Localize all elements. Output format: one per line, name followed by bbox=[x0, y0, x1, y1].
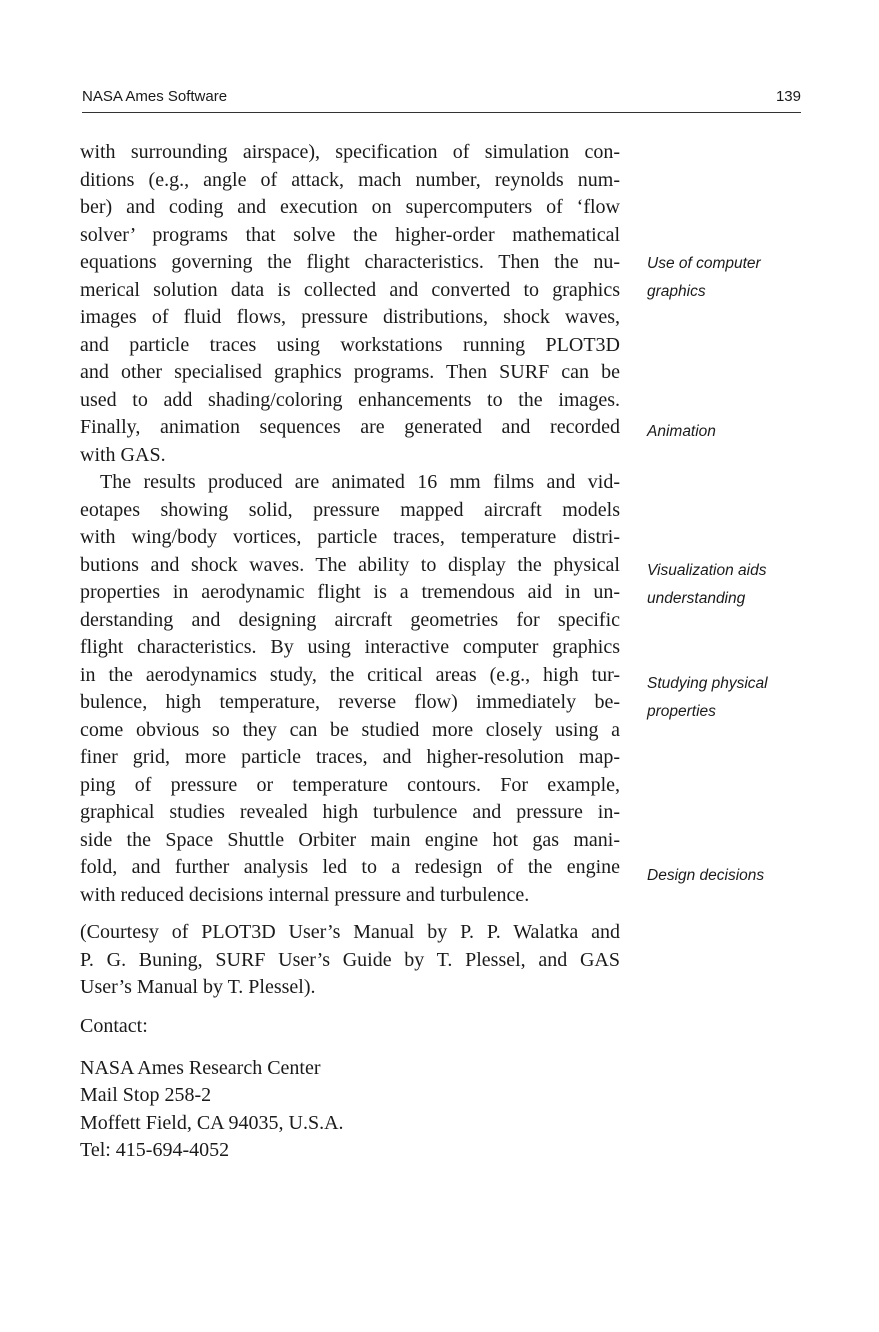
text-line: used to add shading/coloring enhancements to the images. bbox=[80, 388, 620, 411]
text-line: with GAS. bbox=[80, 443, 166, 466]
margin-note-physical-properties: Studying physical properties bbox=[647, 675, 768, 720]
text-line: with surrounding airspace), specification of simulation con- bbox=[80, 141, 620, 163]
text-line: in the aerodynamics study, the critical areas (e.g., high tur- bbox=[80, 663, 620, 686]
contact-phone: Tel: 415-694-4052 bbox=[80, 1139, 230, 1161]
text-line: finer grid, more particle traces, and higher-resolution map- bbox=[80, 746, 620, 768]
text-line: come obvious so they can be studied more closely using a bbox=[80, 718, 620, 741]
contact-address-line: NASA Ames Research Center bbox=[80, 1056, 321, 1079]
margin-note-design-decisions: Design decisions bbox=[647, 867, 765, 884]
text-line: side the Space Shuttle Orbiter main engine hot gas mani- bbox=[80, 828, 620, 851]
text-line: ditions (e.g., angle of attack, mach number, reynolds num- bbox=[80, 168, 620, 191]
text-line: equations governing the flight characteristics. Then the nu- bbox=[80, 251, 620, 273]
courtesy-line: (Courtesy of PLOT3D User’s Manual by P. P. Walatka and bbox=[80, 921, 620, 943]
text-line: ping of pressure or temperature contours. For example, bbox=[80, 773, 620, 796]
text-line: butions and shock waves. The ability to display the physical bbox=[80, 553, 620, 576]
text-line: bulence, high temperature, reverse flow) immediately be- bbox=[80, 691, 620, 713]
text-line: Finally, animation sequences are generated and recorded bbox=[80, 416, 620, 438]
main-text bbox=[80, 139, 620, 1002]
contact-address-line: Mail Stop 258-2 bbox=[80, 1084, 212, 1106]
contact-address-line: Moffett Field, CA 94035, U.S.A. bbox=[80, 1111, 344, 1134]
margin-note-visualization: Visualization aids understanding bbox=[647, 562, 767, 607]
text-line: fold, and further analysis led to a redesign of the engine bbox=[80, 856, 620, 878]
page-number: 139 bbox=[775, 88, 801, 105]
text-line: properties in aerodynamic flight is a tremendous aid in un- bbox=[80, 581, 620, 603]
text-line: merical solution data is collected and converted to graphics bbox=[80, 278, 620, 301]
margin-note-computer-graphics: Use of computer graphics bbox=[647, 255, 761, 300]
margin-note-animation: Animation bbox=[647, 423, 716, 440]
text-line: graphical studies revealed high turbulence and pressure in- bbox=[80, 801, 620, 823]
contact-block bbox=[80, 1013, 344, 1165]
courtesy-line: P. G. Buning, SURF User’s Guide by T. Plessel, and GAS bbox=[80, 948, 620, 971]
text-line: and particle traces using workstations running PLOT3D bbox=[80, 333, 620, 356]
text-line: ber) and coding and execution on supercomputers of ‘flow bbox=[80, 196, 620, 218]
text-line: flight characteristics. By using interactive computer graphics bbox=[80, 636, 620, 658]
text-line: with wing/body vortices, particle traces, temperature distri- bbox=[80, 526, 620, 548]
text-line: images of fluid flows, pressure distributions, shock waves, bbox=[80, 306, 620, 328]
text-line: and other specialised graphics programs. Then SURF can be bbox=[80, 361, 620, 383]
running-head bbox=[82, 86, 801, 113]
contact-label: Contact: bbox=[80, 1015, 148, 1037]
courtesy-line: User’s Manual by T. Plessel). bbox=[80, 976, 316, 998]
running-title: NASA Ames Software bbox=[82, 88, 228, 105]
text-line: derstanding and designing aircraft geometries for specific bbox=[80, 608, 620, 631]
text-line: The results produced are animated 16 mm films and vid- bbox=[100, 471, 620, 493]
text-line: solver’ programs that solve the higher-order mathematical bbox=[80, 223, 620, 246]
text-line: eotapes showing solid, pressure mapped aircraft models bbox=[80, 498, 620, 521]
text-line: with reduced decisions internal pressure and turbulence. bbox=[80, 883, 530, 906]
